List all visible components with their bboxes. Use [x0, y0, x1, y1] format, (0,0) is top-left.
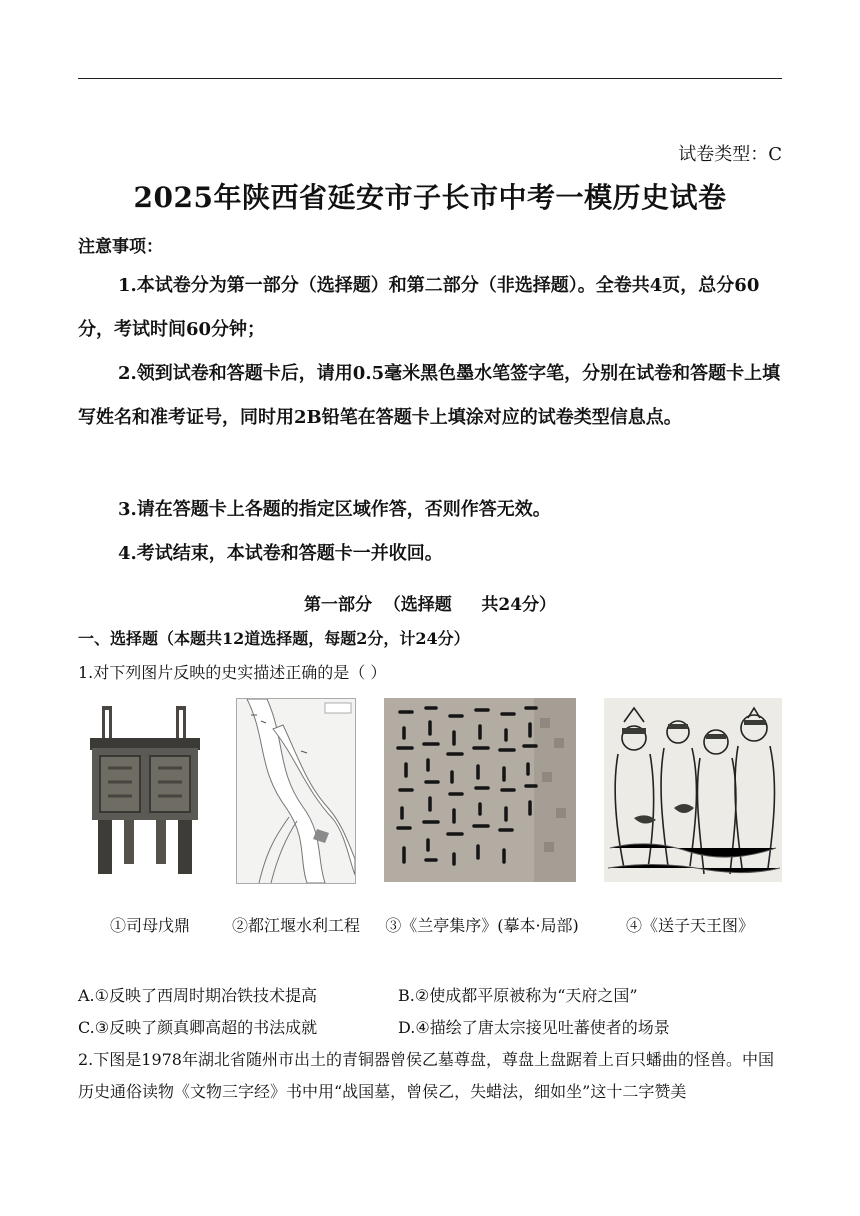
notes-heading: 注意事项： [78, 237, 163, 257]
caption-1: ①司母戊鼎 [109, 916, 190, 935]
question-2-stem: 2.下图是1978年湖北省随州市出土的青铜器曾侯乙墓尊盘，尊盘上盘踞着上百只蟠曲的怪兽。中国历史通俗读物《文物三字经》书中用“战国墓，曾侯乙，失蜡法，细如坐”这十二字赞美 [78, 1050, 774, 1101]
option-a: A.①反映了西周时期冶铁技术提高 [78, 986, 317, 1005]
note-item-1: 1.本试卷分为第一部分（选择题）和第二部分（非选择题）。全卷共4页，总分60分，考试时间60分钟； [78, 275, 760, 340]
note-item-4: 4.考试结束，本试卷和答题卡一并收回。 [118, 543, 443, 564]
songzi-tianwang-painting-image [604, 698, 782, 882]
note-item-3: 3.请在答题卡上各题的指定区域作答，否则作答无效。 [118, 499, 551, 520]
question-1-stem: 1.对下列图片反映的史实描述正确的是（ ） [78, 663, 387, 682]
note-item-2: 2.领到试卷和答题卡后，请用0.5毫米黑色墨水笔签字笔，分别在试卷和答题卡上填写姓名和准考证号，同时用2B铅笔在答题卡上填涂对应的试卷类型信息点。 [78, 363, 781, 428]
exam-title: 2025年陕西省延安市子长市中考一模历史试卷 [133, 181, 727, 214]
paper-type-label: 试卷类型：C [678, 144, 782, 165]
part-one-heading: 第一部分 （选择题 共24分） [303, 595, 557, 615]
calligraphy-image [384, 698, 576, 882]
dujiangyan-map-image [236, 698, 356, 884]
section-heading: 一、选择题（本题共12道选择题，每题2分，计24分） [78, 629, 470, 648]
caption-3: ③《兰亭集序》(摹本·局部) [385, 916, 579, 935]
caption-2: ②都江堰水利工程 [231, 916, 360, 935]
caption-4: ④《送子天王图》 [625, 916, 754, 935]
option-d: D.④描绘了唐太宗接见吐蕃使者的场景 [398, 1018, 670, 1037]
ding-image [78, 698, 210, 882]
option-b: B.②使成都平原被称为“天府之国” [398, 986, 638, 1005]
header-rule [78, 78, 782, 79]
option-c: C.③反映了颜真卿高超的书法成就 [78, 1018, 318, 1037]
